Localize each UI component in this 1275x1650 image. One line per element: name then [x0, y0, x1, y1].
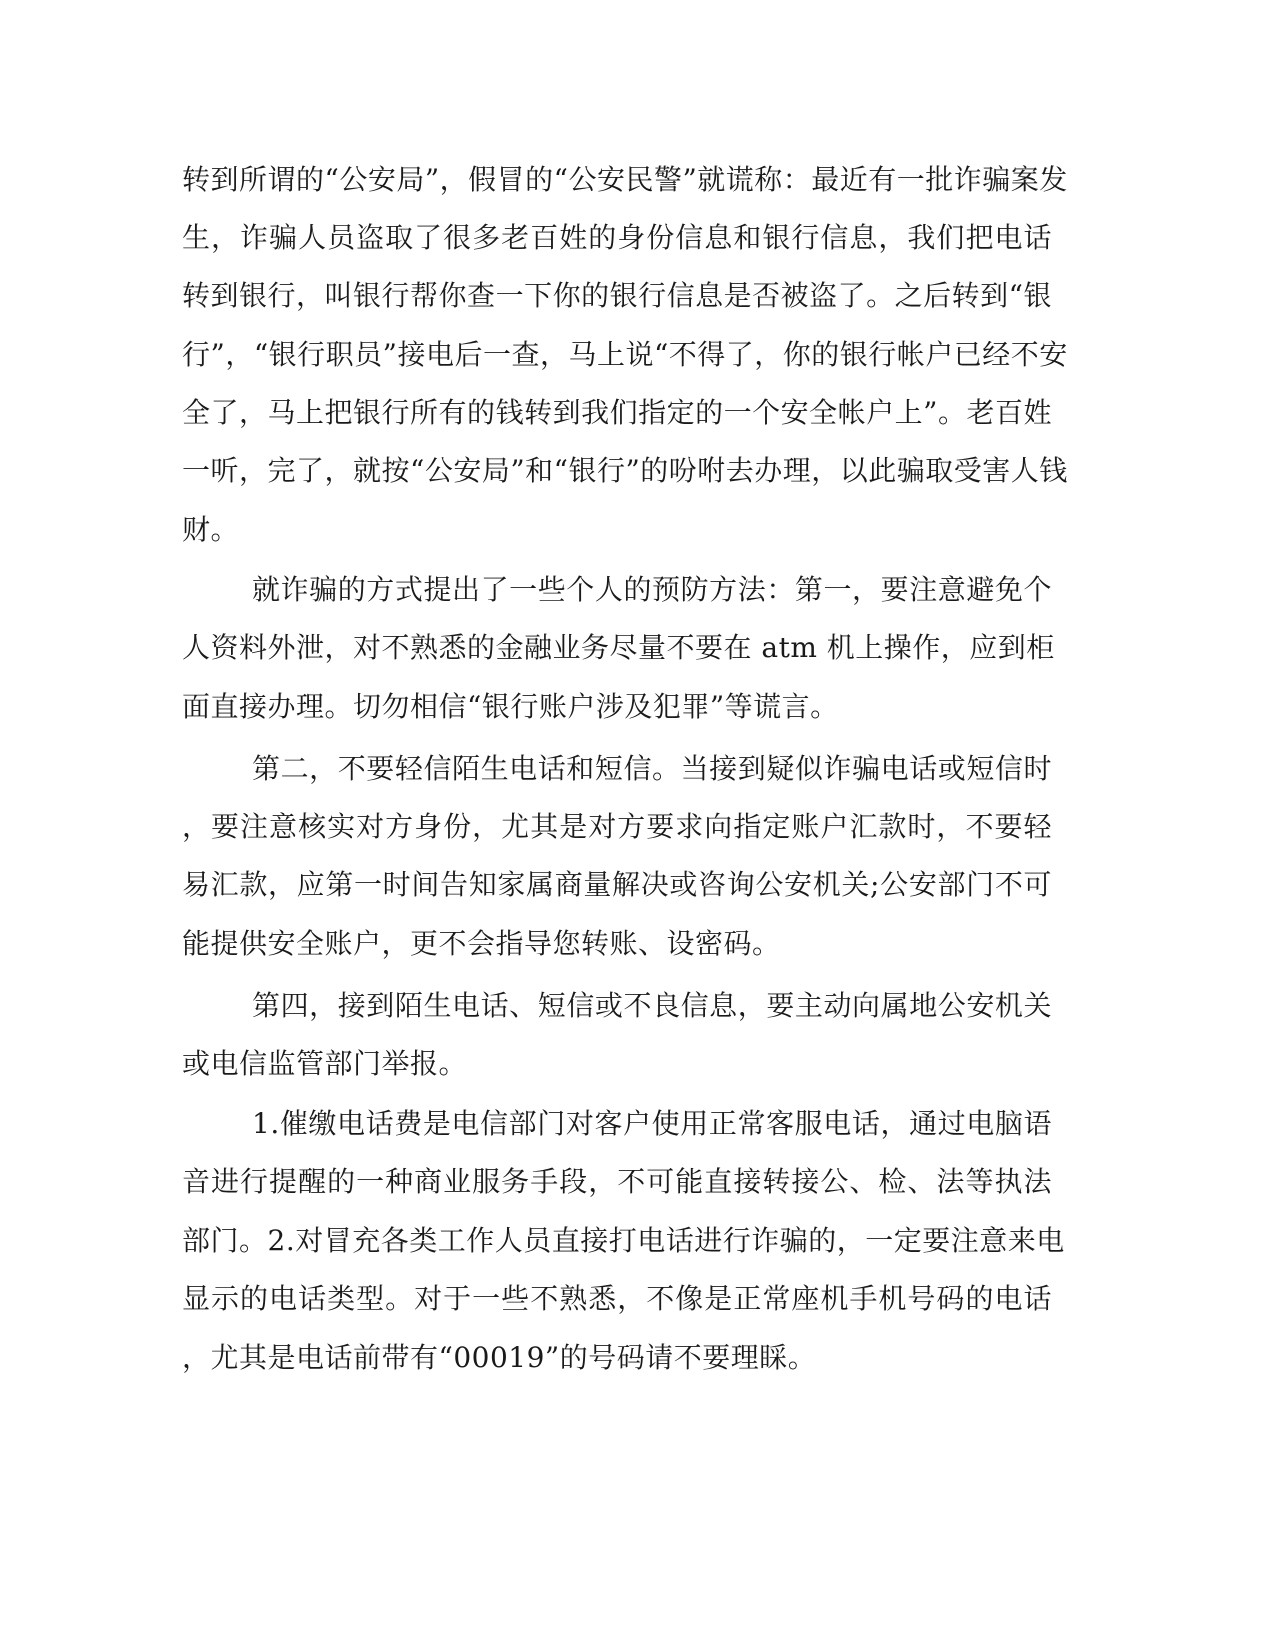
paragraph-first-line: 就诈骗的方式提出了一些个人的预防方法：第一，要注意避免个	[252, 573, 1052, 606]
text-line: 显示的电话类型。对于一些不熟悉，不像是正常座机手机号码的电话	[182, 1282, 1052, 1315]
text-line: 一听，完了，就按“公安局”和“银行”的吩咐去办理，以此骗取受害人钱	[182, 454, 1068, 487]
text-line: 生，诈骗人员盗取了很多老百姓的身份信息和银行信息，我们把电话	[182, 221, 1052, 254]
text-line: 或电信监管部门举报。	[182, 1047, 468, 1080]
paragraph-first-line: 1.催缴电话费是电信部门对客户使用正常客服电话，通过电脑语	[252, 1107, 1052, 1140]
text-line: 能提供安全账户，更不会指导您转账、设密码。	[182, 927, 781, 960]
text-line: 音进行提醒的一种商业服务手段，不可能直接转接公、检、法等执法	[182, 1165, 1052, 1198]
text-line: 财。	[182, 513, 240, 546]
text-line: 面直接办理。切勿相信“银行账户涉及犯罪”等谎言。	[182, 690, 839, 723]
paragraph-first-line: 第二，不要轻信陌生电话和短信。当接到疑似诈骗电话或短信时	[252, 752, 1052, 785]
text-line: 人资料外泄，对不熟悉的金融业务尽量不要在 atm 机上操作，应到柜	[182, 631, 1055, 664]
text-line: 易汇款，应第一时间告知家属商量解决或咨询公安机关;公安部门不可	[182, 868, 1052, 901]
text-line: 部门。2.对冒充各类工作人员直接打电话进行诈骗的，一定要注意来电	[182, 1224, 1065, 1257]
text-line: 全了，马上把银行所有的钱转到我们指定的一个安全帐户上”。老百姓	[182, 396, 1052, 429]
text-line: 转到银行，叫银行帮你查一下你的银行信息是否被盗了。之后转到“银	[182, 279, 1052, 312]
text-line: ，要注意核实对方身份，尤其是对方要求向指定账户汇款时，不要轻	[182, 810, 1052, 843]
text-line: ，尤其是电话前带有“00019”的号码请不要理睬。	[182, 1341, 817, 1374]
paragraph-first-line: 第四，接到陌生电话、短信或不良信息，要主动向属地公安机关	[252, 989, 1052, 1022]
text-line: 行”，“银行职员”接电后一查，马上说“不得了，你的银行帐户已经不安	[182, 338, 1068, 371]
text-line: 转到所谓的“公安局”，假冒的“公安民警”就谎称：最近有一批诈骗案发	[182, 163, 1068, 196]
